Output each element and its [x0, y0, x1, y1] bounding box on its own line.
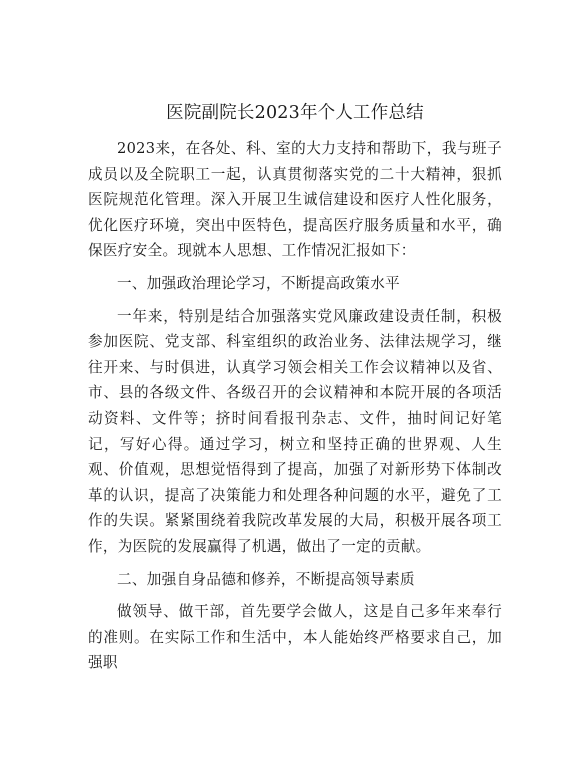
intro-paragraph: 2023来，在各处、科、室的大力支持和帮助下，我与班子成员以及全院职工一起，认真贯彻落实党的二十大精神，狠抓医院规范化管理。深入开展卫生诚信建设和医疗人性化服务，优化医疗环境，突出中医特色，提高医疗服务质量和水平，确保医疗安全。现就本人思想、工作情况汇报如下： — [88, 140, 502, 260]
section-2-heading: 二、加强自身品德和修养，不断提高领导素质 — [117, 570, 415, 588]
section-1-heading: 一、加强政治理论学习，不断提高政策水平 — [117, 274, 400, 292]
document-title: 医院副院长2023年个人工作总结 — [166, 103, 424, 123]
document-page — [88, 100, 502, 676]
section-1-paragraph: 一年来，特别是结合加强落实党风廉政建设责任制，积极参加医院、党支部、科室组织的政治业务、法律法规学习，继往开来、与时俱进，认真学习领会相关工作会议精神以及省、市、县的各级文件、各级召开的会议精神和本院开展的各项活动资料、文件等；挤时间看报刊杂志、文件，抽时间记好笔记，写好心得。通过学习，树立和坚持正确的世界观、人生观、价值观，思想觉悟得到了提高，加强了对新形势下体制改革的认识，提高了决策能力和处理各种问题的水平，避免了工作的失误。紧紧围绕着我院改革发展的大局，积极开展各项工作，为医院的发展赢得了机遇，做出了一定的贡献。 — [88, 307, 502, 555]
section-2-paragraph: 做领导、做干部，首先要学会做人，这是自己多年来奉行的准则。在实际工作和生活中，本人能始终严格要求自己，加强职 — [88, 603, 502, 672]
